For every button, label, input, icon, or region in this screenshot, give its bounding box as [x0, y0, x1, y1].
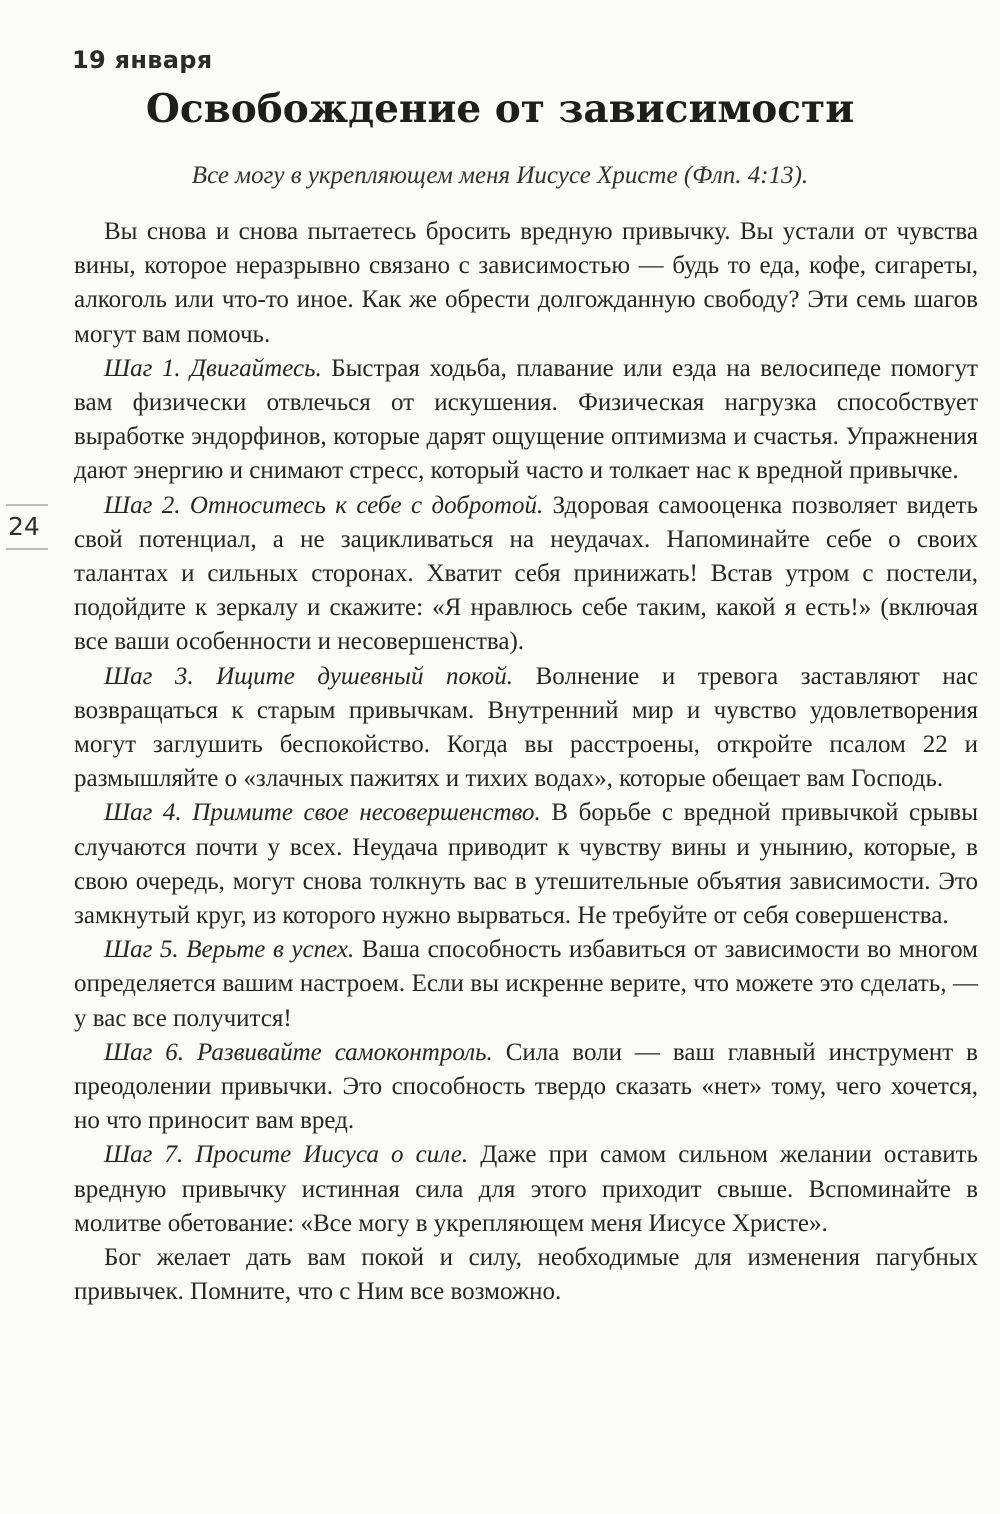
step-heading: Шаг 3. Ищите душевный покой.: [104, 662, 514, 690]
page-number: 24: [8, 512, 40, 541]
step-paragraph-5: [74, 933, 978, 1036]
step-paragraph-6: [74, 1036, 978, 1139]
step-paragraph-4: [74, 796, 978, 933]
epigraph: Все могу в укрепляющем меня Иисусе Христе (Флп. 4:13).: [191, 162, 809, 189]
article-body: [74, 215, 978, 1310]
step-text: Волнение и тревога заставляют нас возвращаться к старым привычкам. Внутренний мир и чувство удовлетворения могут заглушить беспокойство. Когда вы расстроены, откройте псалом 22 и размышляйте о «злачных пажитях и тихих водах», которые обещает вам Господь.: [74, 662, 978, 793]
step-text: Сила воли — ваш главный инструмент в преодолении привычки. Это способность твердо сказать «нет» тому, чего хочется, но что приносит вам вред.: [74, 1038, 978, 1135]
page-number-marker: [0, 500, 54, 554]
step-text: Даже при самом сильном желании оставить вредную привычку истинная сила для этого приходит свыше. Вспоминайте в молитве обетование: «Все могу в укрепляющем меня Иисусе Христе».: [74, 1141, 978, 1237]
intro-paragraph: Вы снова и снова пытаетесь бросить вредную привычку. Вы устали от чувства вины, которое неразрывно связано с зависимостью — будь то еда, кофе, сигареты, алкоголь или что-то иное. Как же обрести долгожданную свободу? Эти семь шагов могут вам помочь.: [74, 218, 978, 348]
step-text: В борьбе с вредной привычкой срывы случаются почти у всех. Неудача приводит к чувству вины и унынию, которые, в свою очередь, могут снова толкнуть вас в утешительные объятия зависимости. Это замкнутый круг, из которого нужно вырваться. Не требуйте от себя совершенства.: [74, 799, 979, 930]
step-paragraph-2: [74, 489, 978, 660]
page-date: 19 января: [72, 46, 213, 74]
step-text: Ваша способность избавиться от зависимости во многом определяется вашим настроем. Если вы искренне верите, что можете это сделать, — у вас все получится!: [74, 936, 978, 1032]
step-heading: Шаг 2. Относитесь к себе с добротой.: [104, 491, 544, 519]
step-paragraph-1: [74, 352, 978, 489]
step-heading: Шаг 7. Просите Иисуса о силе.: [104, 1141, 469, 1169]
step-paragraph-3: [74, 660, 978, 797]
step-heading: Шаг 4. Примите свое несовершенство.: [104, 799, 541, 827]
step-heading: Шаг 5. Верьте в успех.: [104, 936, 355, 964]
page-title: Освобождение от зависимости: [145, 86, 855, 132]
step-heading: Шаг 6. Развивайте самоконтроль.: [104, 1038, 493, 1066]
page-number-rule-bottom: [6, 548, 48, 550]
step-paragraph-7: [74, 1138, 978, 1241]
step-text: Здоровая самооценка позволяет видеть свой потенциал, а не зацикливаться на неудачах. Напоминайте себе о своих талантах и сильных сторонах. Хватит себя принижать! Встав утром с постели, подойдите к зеркалу и скажите: «Я нравлюсь себе таким, какой я есть!» (включая все ваши особенности и несовершенства).: [74, 491, 978, 656]
page-number-rule-top: [6, 504, 48, 506]
closing-paragraph: Бог желает дать вам покой и силу, необходимые для изменения пагубных привычек. Помните, что с Ним все возможно.: [74, 1244, 978, 1306]
step-heading: Шаг 1. Двигайтесь.: [104, 354, 322, 382]
step-text: Быстрая ходьба, плавание или езда на велосипеде помогут вам физически отвлечься от искушения. Физическая нагрузка способствует выработке эндорфинов, которые дарят ощущение оптимизма и счастья. Упражнения дают энергию и снимают стресс, который часто и толкает нас к вредной привычке.: [74, 354, 978, 485]
